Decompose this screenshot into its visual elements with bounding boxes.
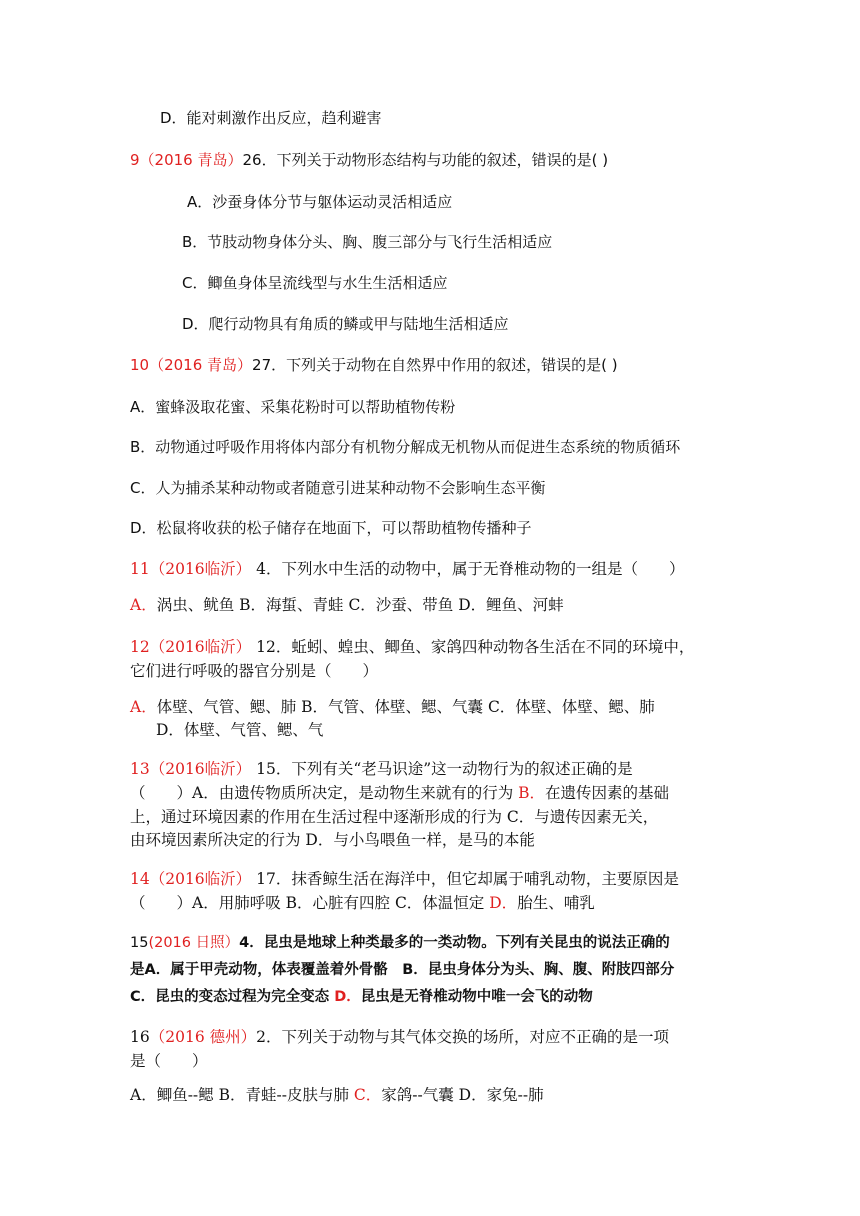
q11-source-tag: 11（2016临沂）	[130, 560, 252, 578]
q13-line2-text: （ ）A．由遗传物质所决定，是动物生来就有的行为	[130, 784, 514, 802]
q15-question: 4．昆虫是地球上种类最多的一类动物。下列有关昆虫的说法正确的	[239, 935, 670, 951]
q12-option-text: 体壁、气管、鳃、肺 B．气管、体壁、鳃、气囊 C．体壁、体壁、鳃、肺	[156, 698, 655, 716]
q15-stem-line1	[130, 932, 670, 954]
q14-line2	[130, 892, 595, 914]
q14-question: 17．抹香鲸生活在海洋中，但它却属于哺乳动物，主要原因是	[256, 870, 679, 888]
q9-option-c: C．鲫鱼身体呈流线型与水生生活相适应	[182, 274, 448, 292]
q15-line3-rest: 昆虫是无脊椎动物中唯一会飞的动物	[360, 989, 593, 1005]
q15-line3	[130, 986, 593, 1008]
q9-stem	[130, 149, 608, 171]
q9-source-tag: （2016 青岛）	[139, 151, 243, 169]
q10-question: 27．下列关于动物在自然界中作用的叙述，错误的是( )	[252, 356, 618, 374]
q13-answer: B．	[518, 784, 546, 802]
q12-answer: A．	[130, 698, 157, 716]
q15-line3-text: C．昆虫的变态过程为完全变态	[130, 989, 330, 1005]
q12-options-line2: D．体壁、气管、鳃、气	[156, 721, 324, 739]
q13-line4: 由环境因素所决定的行为 D．与小鸟喂鱼一样，是马的本能	[130, 831, 535, 849]
q9-question: 26．下列关于动物形态结构与功能的叙述，错误的是( )	[242, 151, 609, 169]
q15-answer: D．	[334, 989, 361, 1005]
q11-question: 4．下列水中生活的动物中，属于无脊椎动物的一组是（ ）	[256, 560, 685, 578]
q15-source-tag: (2016 日照）	[148, 935, 240, 951]
q11-answer: A．	[130, 596, 157, 614]
q12-stem-line2: 它们进行呼吸的器官分别是（ ）	[130, 662, 379, 680]
q15-number: 15	[130, 935, 149, 951]
q12-source-tag: 12（2016临沂）	[130, 638, 252, 656]
q10-option-b: B．动物通过呼吸作用将体内部分有机物分解成无机物从而促进生态系统的物质循环	[130, 438, 681, 456]
q16-options	[130, 1084, 544, 1106]
q16-number: 16	[130, 1028, 150, 1046]
q11-option-text: 涡虫、鱿鱼 B．海蜇、青蛙 C．沙蚕、带鱼 D．鲤鱼、河蚌	[156, 596, 564, 614]
q10-number: 10	[130, 356, 150, 374]
q16-line2: 是（ ）	[130, 1052, 208, 1070]
q16-stem-line1	[130, 1026, 669, 1048]
q16-answer: C．	[353, 1086, 382, 1104]
q13-question: 15．下列有关“老马识途”这一动物行为的叙述正确的是	[256, 760, 633, 778]
q13-stem-line1	[130, 758, 633, 780]
q16-source-tag: （2016 德州）	[149, 1028, 257, 1046]
q12-options-line1	[130, 696, 655, 718]
q14-answer: D．	[489, 894, 518, 912]
q12-stem-line1	[130, 636, 694, 658]
q12-question: 12．蚯蚓、蝗虫、鲫鱼、家鸽四种动物各生活在不同的环境中，	[256, 638, 695, 656]
q14-stem-line1	[130, 868, 679, 890]
q15-line2: 是A．属于甲壳动物，体表覆盖着外骨骼 B．昆虫身体分为头、胸、腹、附肢四部分	[130, 962, 675, 978]
q9-option-a: A．沙蚕身体分节与躯体运动灵活相适应	[187, 193, 453, 211]
q16-options-rest: 家鸽--气囊 D．家兔--肺	[381, 1086, 544, 1104]
q10-option-c: C．人为捕杀某种动物或者随意引进某种动物不会影响生态平衡	[130, 479, 546, 497]
q14-line2-rest: 胎生、哺乳	[517, 894, 595, 912]
q8-option-d: D．能对刺激作出反应，趋利避害	[160, 109, 382, 127]
q11-stem	[130, 558, 684, 580]
q13-line3: 上，通过环境因素的作用在生活过程中逐渐形成的行为 C．与遗传因素无关，	[130, 808, 659, 826]
q16-options-text: A．鲫鱼--鳃 B．青蛙--皮肤与肺	[130, 1086, 349, 1104]
q9-option-b: B．节肢动物身体分头、胸、腹三部分与飞行生活相适应	[182, 233, 553, 251]
q10-option-d: D．松鼠将收获的松子储存在地面下，可以帮助植物传播种子	[130, 519, 532, 537]
q10-stem	[130, 354, 618, 376]
q14-line2-text: （ ）A．用肺呼吸 B．心脏有四腔 C．体温恒定	[130, 894, 485, 912]
q11-options	[130, 594, 564, 616]
q10-source-tag: （2016 青岛）	[149, 356, 253, 374]
q16-question: 2．下列关于动物与其气体交换的场所，对应不正确的是一项	[256, 1028, 669, 1046]
q13-line2	[130, 782, 669, 804]
q14-source-tag: 14（2016临沂）	[130, 870, 252, 888]
q9-option-d: D．爬行动物具有角质的鳞或甲与陆地生活相适应	[182, 315, 509, 333]
q13-line2-rest: 在遗传因素的基础	[545, 784, 670, 802]
q13-source-tag: 13（2016临沂）	[130, 760, 252, 778]
q10-option-a: A．蜜蜂汲取花蜜、采集花粉时可以帮助植物传粉	[130, 398, 456, 416]
q9-number: 9	[130, 151, 140, 169]
